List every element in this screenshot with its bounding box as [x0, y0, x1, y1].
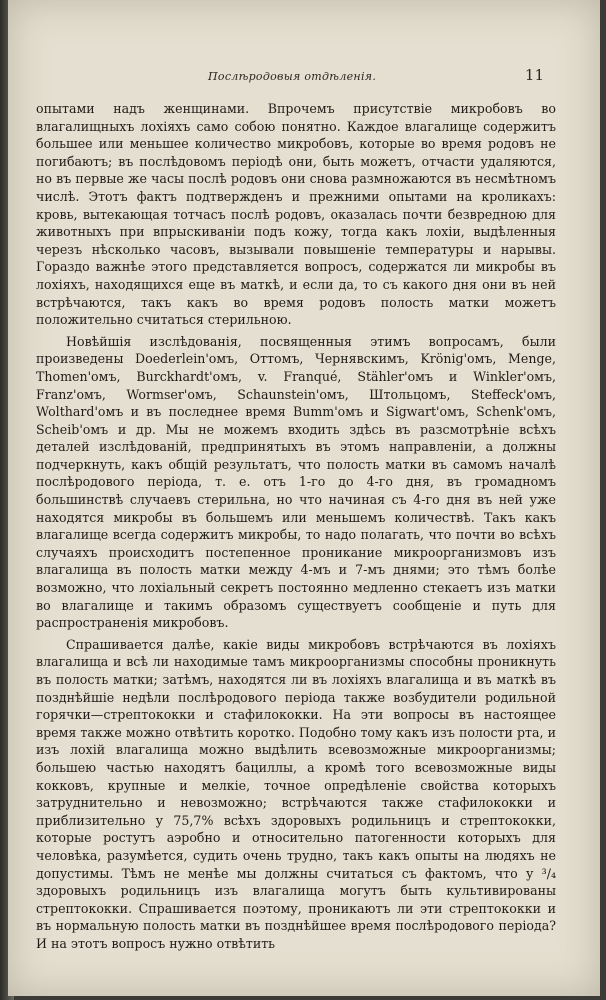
- paragraph-1: опытами надъ женщинами. Впрочемъ присутствіе микробовъ во влагалищныхъ лохіяхъ само собою понятно. Каждое влагалище содержитъ большее или меньшее количество микробовъ, которые во время родовъ не погибаютъ; въ послѣдовомъ періодѣ они, быть можетъ, отчасти удаляются, но въ первые же часы послѣ родовъ они снова размножаются въ несмѣтномъ числѣ. Этотъ фактъ подтвержденъ и прежними опытами на кроликахъ: кровь, вытекающая тотчасъ послѣ родовъ, оказалась почти безвредною для животныхъ при впрыскиваніи подъ кожу, тогда какъ лохіи, выдѣленныя черезъ нѣсколько часовъ, вызывали повышеніе температуры и нарывы. Гораздо важнѣе этого представляется вопросъ, содержатся ли микробы въ лохіяхъ, находящихся еще въ маткѣ, и если да, то съ какого дня они въ ней встрѣчаются, такъ какъ во время родовъ полость матки можетъ положительно считаться стерильною.: [36, 101, 556, 328]
- page-header: [68, 66, 544, 88]
- paragraph-2: Новѣйшія изслѣдованія, посвященныя этимъ вопросамъ, были произведены Doederlein'омъ, Оттомъ, Чернявскимъ, Krönig'омъ, Menge, Thomen'омъ, Burckhardt'омъ, v. Franqué, Stähler'омъ и Winkler'омъ, Franz'омъ, Wormser'омъ, Schaunstein'омъ, Штольцомъ, Steffeck'омъ, Wolthard'омъ и въ последнее время Bumm'омъ и Sigwart'омъ, Schenk'омъ, Scheib'омъ и др. Мы не можемъ входить здѣсь въ разсмотрѣніе всѣхъ деталей изслѣдованій, предпринятыхъ въ этомъ направленіи, а должны подчеркнуть, какъ общій результатъ, что полость матки въ самомъ началѣ послѣродового періода, т. е. отъ 1-го до 4-го дня, въ громадномъ большинствѣ случаевъ стерильна, но что начиная съ 4-го дня въ ней уже находятся микробы въ большемъ или меньшемъ количествѣ. Такъ какъ влагалище всегда содержитъ микробы, то надо полагать, что почти во всѣхъ случаяхъ происходитъ постепенное проникание микроорганизмовъ изъ влагалища въ полость матки между 4-мъ и 7-мъ днями; это тѣмъ болѣе возможно, что лохіальный секретъ постоянно медленно стекаетъ изъ матки во влагалище и такимъ образомъ существуетъ сообщеніе и путь для распространенія микробовъ.: [36, 333, 556, 631]
- book-page: [8, 0, 600, 996]
- page-number: 11: [524, 66, 544, 84]
- paragraph-3: Спрашивается далѣе, какіе виды микробовъ встрѣчаются въ лохіяхъ влагалища и всѣ ли находимые тамъ микроорганизмы способны проникнуть въ полость матки; затѣмъ, находятся ли въ лохіяхъ влагалища и въ маткѣ въ позднѣйшіе недѣли послѣродового періода также возбудители родильной горячки—стрептококки и стафилококки. На эти вопросы въ настоящее время также можно отвѣтить коротко. Подобно тому какъ изъ полости рта, и изъ лохій влагалища можно выдѣлить всевозможные микроорганизмы; большею частью находятъ бациллы, а кромѣ того всевозможные виды кокковъ, крупные и мелкіе, точное опредѣленіе свойства которыхъ затруднительно и невозможно; встрѣчаются также стафилококки и приблизительно у 75,7% всѣхъ здоровыхъ родильницъ и стрептококки, которые ростутъ аэробно и относительно патогенности которыхъ для человѣка, разумѣется, судить очень трудно, такъ какъ опыты на людяхъ не допустимы. Тѣмъ не менѣе мы должны считаться съ фактомъ, что у ³/₄ здоровыхъ родильницъ изъ влагалища могутъ быть культивированы стрептококки. Спрашивается поэтому, проникаютъ ли эти стрептококки и въ нормальную полость матки въ позднѣйшее время послѣродового періода? И на этотъ вопросъ нужно отвѣтить: [36, 636, 556, 951]
- body-text: [36, 100, 556, 957]
- running-head: Послѣродовыя отдѣленія.: [208, 70, 377, 83]
